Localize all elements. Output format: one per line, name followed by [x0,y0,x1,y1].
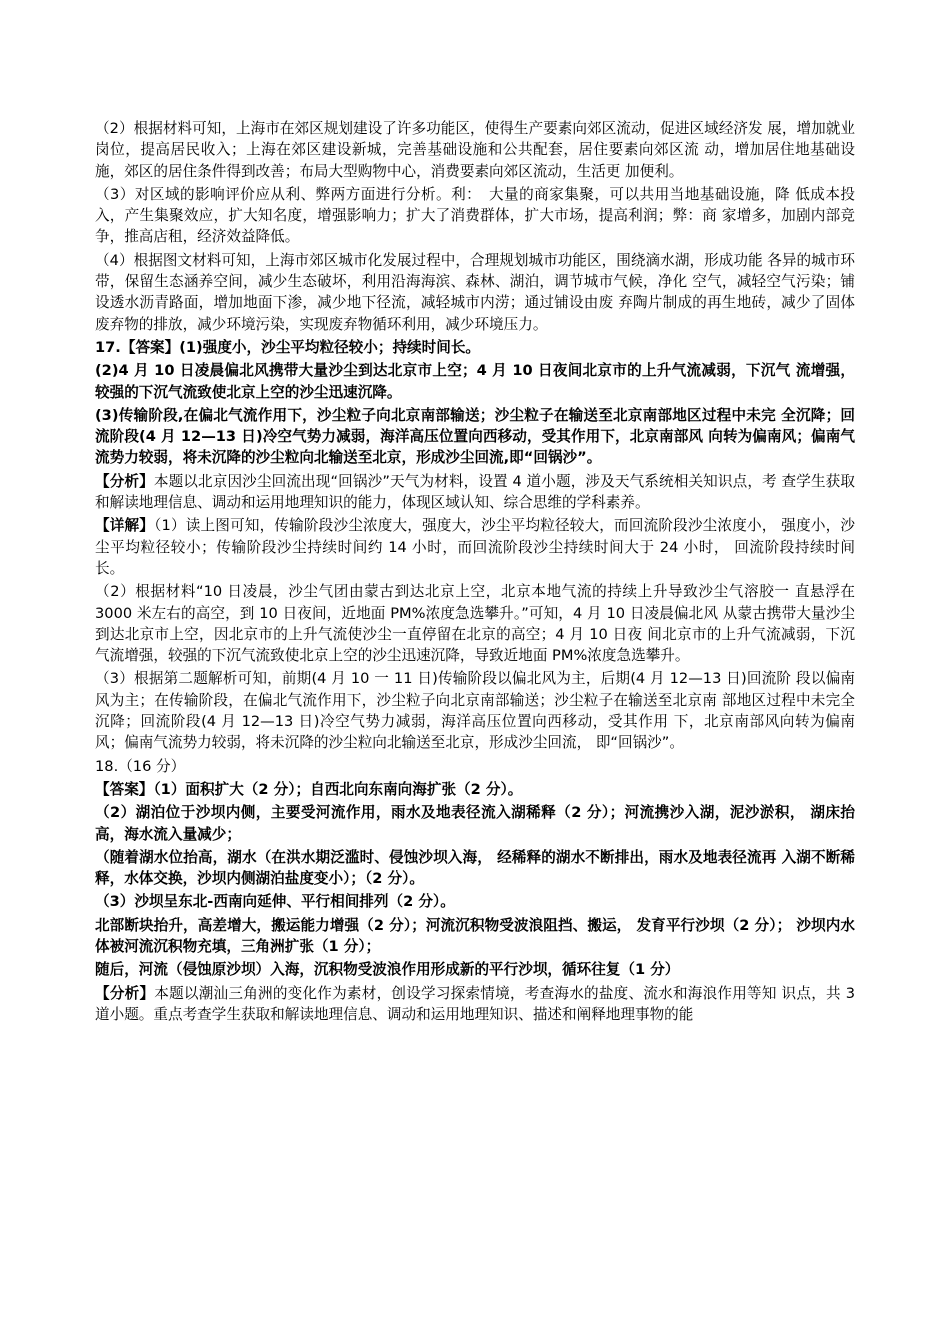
paragraph [95,581,855,666]
paragraph-label: 【分析】 [95,472,154,490]
paragraph [95,959,855,980]
paragraph-text: （3）沙坝呈东北-西南向延伸、平行相间排列（2 分）。 [95,893,455,911]
paragraph-text: （随着湖水位抬高，湖水（在洪水期泛滥时、侵蚀沙坝入海， 经稀释的湖水不断排出，雨水及地表径流再 入湖不断稀释，水体交换，沙坝内侧湖泊盐度变小）；（2 分）。 [95,848,855,888]
paragraph-text: （1）读上图可知，传输阶段沙尘浓度大，强度大，沙尘平均粒径较大，而回流阶段沙尘浓度小， 强度小，沙尘平均粒径较小；传输阶段沙尘持续时间约 14 小时，而回流阶段沙尘持续时间大于 24 小时， 回流阶段持续时间长。 [95,517,855,577]
paragraph [95,471,855,514]
paragraph-text: （2）根据材料“10 日凌晨，沙尘气团由蒙古到达北京上空，北京本地气流的持续上升导致沙尘气溶胶一 直悬浮在 3000 米左右的高空，到 10 日夜间，近地面 PM%浓度急选攀升。”可知，4 月 10 日凌晨偏北风 从蒙古携带大量沙尘到达北京市上空，因北京市的上升气流使沙尘一直停留在北京的高空；4 月 10 日夜 间北京市的上升气流减弱，下沉气流增强，较强的下沉气流致使北京上空的沙尘迅速沉降，导致近地面 PM%浓度急选攀升。 [95,583,855,665]
paragraph-text: 北部断块抬升，高差增大，搬运能力增强（2 分）；河流沉积物受波浪阻挡、搬运， 发育平行沙坝（2 分）； 沙坝内水体被河流沉积物充填，三角洲扩张（1 分）； [95,916,855,955]
paragraph-text: 17.【答案】(1)强度小，沙尘平均粒径较小；持续时间长。 [95,338,481,356]
paragraph [95,250,855,335]
paragraph-text: 随后，河流（侵蚀原沙坝）入海，沉积物受波浪作用形成新的平行沙坝，循环往复（1 分） [95,961,680,979]
paragraph [95,915,855,958]
paragraph [95,668,855,753]
paragraph-text: (2)4 月 10 日凌晨偏北风携带大量沙尘到达北京市上空；4 月 10 日夜间北京市的上升气流减弱，下沉气 流增强，较强的下沉气流致使北京上空的沙尘迅速沉降。 [95,362,855,401]
paragraph-text: (3)传输阶段,在偏北气流作用下，沙尘粒子向北京南部输送；沙尘粒子在输送至北京南部地区过程中未完 全沉降；回流阶段(4 月 12—13 日)冷空气势力减弱，海洋高压位置向西移动，受其作用下，北京南部风 向转为偏南风；偏南气流势力较弱，将未沉降的沙尘粒向北输送至北京，形成沙尘回流,即“回锅沙”。 [95,406,855,467]
paragraph [95,515,855,579]
paragraph [95,891,855,912]
paragraph-text: 本题以北京因沙尘回流出现“回锅沙”天气为材料，设置 4 道小题，涉及天气系统相关知识点，考 查学生获取和解读地理信息、调动和运用地理知识的能力，体现区域认知、综合思维的学科素养。 [95,472,855,512]
paragraph [95,405,855,469]
paragraph-text: 本题以潮汕三角洲的变化作为素材，创设学习探索情境，考查海水的盐度、流水和海浪作用等知 识点，共 3 道小题。重点考查学生获取和解读地理信息、调动和运用地理知识、描述和阐释地理事物的能 [95,984,855,1023]
paragraph [95,802,855,845]
paragraph-text: 【答案】（1）面积扩大（2 分）；自西北向东南向海扩张（2 分）。 [95,780,523,798]
document-body [95,118,855,1027]
paragraph [95,118,855,182]
paragraph [95,983,855,1026]
paragraph-text: （3）对区域的影响评价应从利、弊两方面进行分析。利： 大量的商家集聚，可以共用当地基础设施，降 低成本投入，产生集聚效应，扩大知名度，增强影响力；扩大了消费群体，扩大市场，提高利润；弊：商 家增多，加剧内部竞争，推高店租，经济效益降低。 [95,185,855,246]
paragraph-text: （4）根据图文材料可知，上海市郊区城市化发展过程中，合理规划城市功能区，围绕滴水湖，形成功能 各异的城市环带，保留生态涵养空间，减少生态破坏，利用沿海海滨、森林、湖泊，调节城市气候，净化 空气，减轻空气污染；铺设透水沥青路面，增加地面下渗，减少地下径流，减轻城市内涝；通过铺设由废 弃陶片制成的再生地砖，减少了固体废弃物的排放，减少环境污染，实现废弃物循环利用，减少环境压力。 [95,251,855,333]
paragraph-text: （2）根据材料可知，上海市在郊区规划建设了许多功能区，使得生产要素向郊区流动，促进区域经济发 展，增加就业岗位，提高居民收入；上海在郊区建设新城，完善基础设施和公共配套，居住要素向郊区流 动，增加居住地基础设施，郊区的居住条件得到改善；布局大型购物中心，消费要素向郊区流动，生活更 加便利。 [95,120,855,180]
paragraph [95,779,855,800]
paragraph-label: 【分析】 [95,984,155,1002]
paragraph-text: 18.（16 分） [95,757,186,775]
paragraph-text: （3）根据第二题解析可知，前期(4 月 10 一 11 日)传输阶段以偏北风为主，后期(4 月 12—13 日)回流阶 段以偏南风为主；在传输阶段，在偏北气流作用下，沙尘粒子向北京南部输送；沙尘粒子在输送至北京南 部地区过程中未完全沉降；回流阶段(4 月 12—13 日)冷空气势力减弱，海洋高压位置向西移动，受其作用 下，北京南部风向转为偏南风；偏南气流势力较弱，将未沉降的沙尘粒向北输送至北京，形成沙尘回流， 即“回锅沙”。 [95,670,855,752]
paragraph [95,337,855,358]
paragraph-label: 【详解】 [95,517,155,535]
paragraph [95,756,855,777]
paragraph-text: （2）湖泊位于沙坝内侧，主要受河流作用，雨水及地表径流入湖稀释（2 分）；河流携沙入湖，泥沙淤积， 湖床抬高，海水流入量减少； [95,804,855,843]
paragraph [95,184,855,248]
paragraph [95,847,855,890]
paragraph [95,360,855,403]
